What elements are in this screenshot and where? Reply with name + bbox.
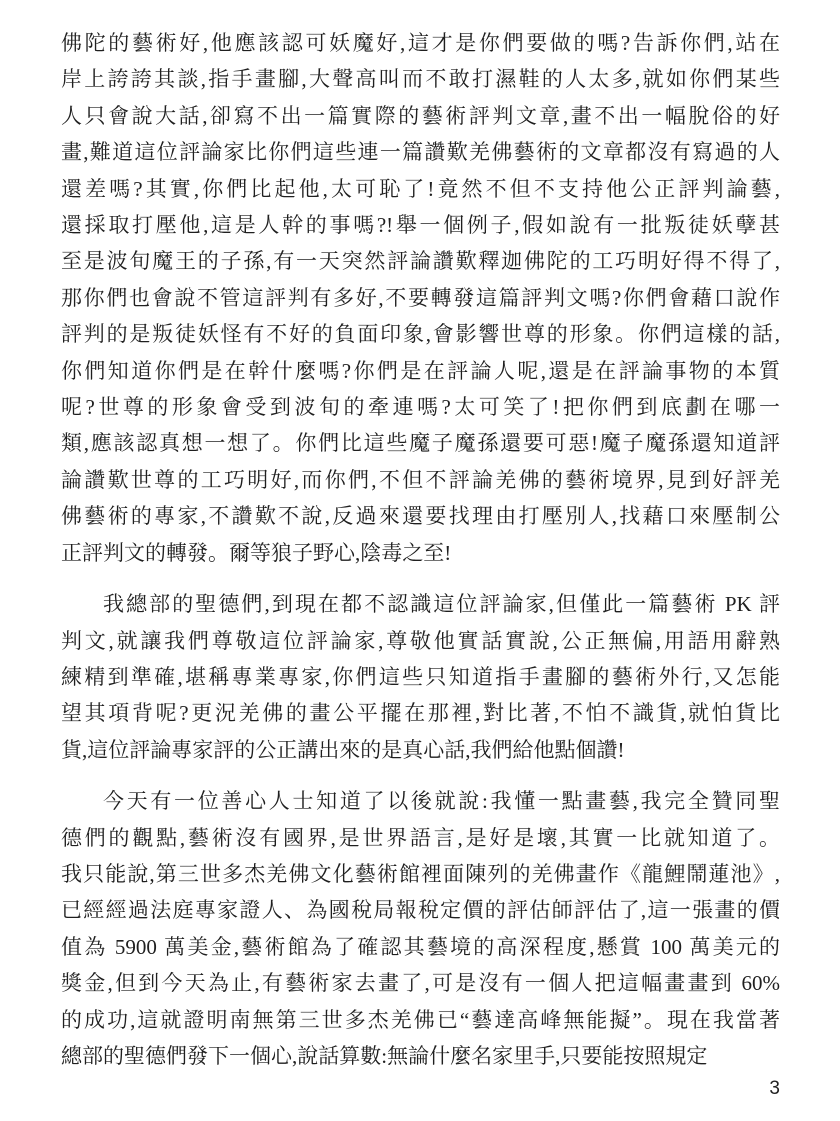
text-line: 人只會說大話,卻寫不出一篇實際的藝術評判文章,畫不出一幅脫俗的好	[61, 103, 780, 128]
text-line: 你們知道你們是在幹什麼嗎?你們是在評論人呢,還是在評論事物的本質	[61, 358, 780, 383]
text-line: 值為 5900 萬美金,藝術館為了確認其藝境的高深程度,懸賞 100 萬美元的	[61, 934, 780, 959]
text-line: 還差嗎?其實,你們比起他,太可恥了!竟然不但不支持他公正評判論藝,	[61, 176, 780, 201]
text-line: 岸上誇誇其談,指手畫腳,大聲高叫而不敢打濕鞋的人太多,就如你們某些	[61, 67, 780, 92]
text-line: 正評判文的轉發。爾等狼子野心,陰毒之至!	[61, 540, 452, 565]
text-line: 獎金,但到今天為止,有藝術家去畫了,可是沒有一個人把這幅畫畫到 60%	[61, 971, 780, 996]
text-line: 畫,難道這位評論家比你們這些連一篇讚歎羌佛藝術的文章都沒有寫過的人	[61, 140, 780, 165]
text-line: 今天有一位善心人士知道了以後就說:我懂一點畫藝,我完全贊同聖	[103, 789, 780, 814]
text-line: 貨,這位評論專家評的公正講出來的是真心話,我們給他點個讚!	[61, 737, 625, 762]
paragraph	[61, 25, 780, 571]
text-line: 類,應該認真想一想了。你們比這些魔子魔孫還要可惡!魔子魔孫還知道評	[61, 431, 780, 456]
text-line: 還採取打壓他,這是人幹的事嗎?!舉一個例子,假如說有一批叛徒妖孽甚	[61, 213, 780, 238]
text-line: 的成功,這就證明南無第三世多杰羌佛已“藝達高峰無能擬”。現在我當著	[61, 1007, 780, 1032]
text-line: 我只能說,第三世多杰羌佛文化藝術館裡面陳列的羌佛畫作《龍鯉鬧蓮池》,	[61, 861, 780, 886]
text-line: 呢?世尊的形象會受到波旬的牽連嗎?太可笑了!把你們到底劃在哪一	[61, 395, 780, 420]
paragraph	[61, 586, 780, 768]
text-line: 論讚歎世尊的工巧明好,而你們,不但不評論羌佛的藝術境界,見到好評羌	[61, 467, 780, 492]
text-line: 總部的聖德們發下一個心,說話算數:無論什麼名家里手,只要能按照規定	[61, 1043, 708, 1068]
page-number: 3	[769, 1078, 780, 1099]
text-line: 德們的觀點,藝術沒有國界,是世界語言,是好是壞,其實一比就知道了。	[61, 825, 780, 850]
text-line: 已經經過法庭專家證人、為國稅局報稅定價的評估師評估了,這一張畫的價	[61, 898, 780, 923]
paragraph	[61, 783, 780, 1074]
document-body	[61, 25, 780, 1074]
text-line: 望其項背呢?更況羌佛的畫公平擺在那裡,對比著,不怕不識貨,就怕貨比	[61, 701, 780, 726]
text-line: 至是波旬魔王的子孫,有一天突然評論讚歎釋迦佛陀的工巧明好得不得了,	[61, 249, 780, 274]
text-line: 我總部的聖德們,到現在都不認識這位評論家,但僅此一篇藝術 PK 評	[103, 592, 780, 617]
text-line: 判文,就讓我們尊敬這位評論家,尊敬他實話實說,公正無偏,用語用辭熟	[61, 628, 780, 653]
text-line: 佛藝術的專家,不讚歎不說,反過來還要找理由打壓別人,找藉口來壓制公	[61, 504, 780, 529]
text-line: 評判的是叛徒妖怪有不好的負面印象,會影響世尊的形象。你們這樣的話,	[61, 322, 780, 347]
text-line: 那你們也會說不管這評判有多好,不要轉發這篇評判文嗎?你們會藉口說作	[61, 285, 780, 310]
text-line: 佛陀的藝術好,他應該認可妖魔好,這才是你們要做的嗎?告訴你們,站在	[61, 31, 780, 55]
text-line: 練精到準確,堪稱專業專家,你們這些只知道指手畫腳的藝術外行,又怎能	[61, 664, 780, 689]
